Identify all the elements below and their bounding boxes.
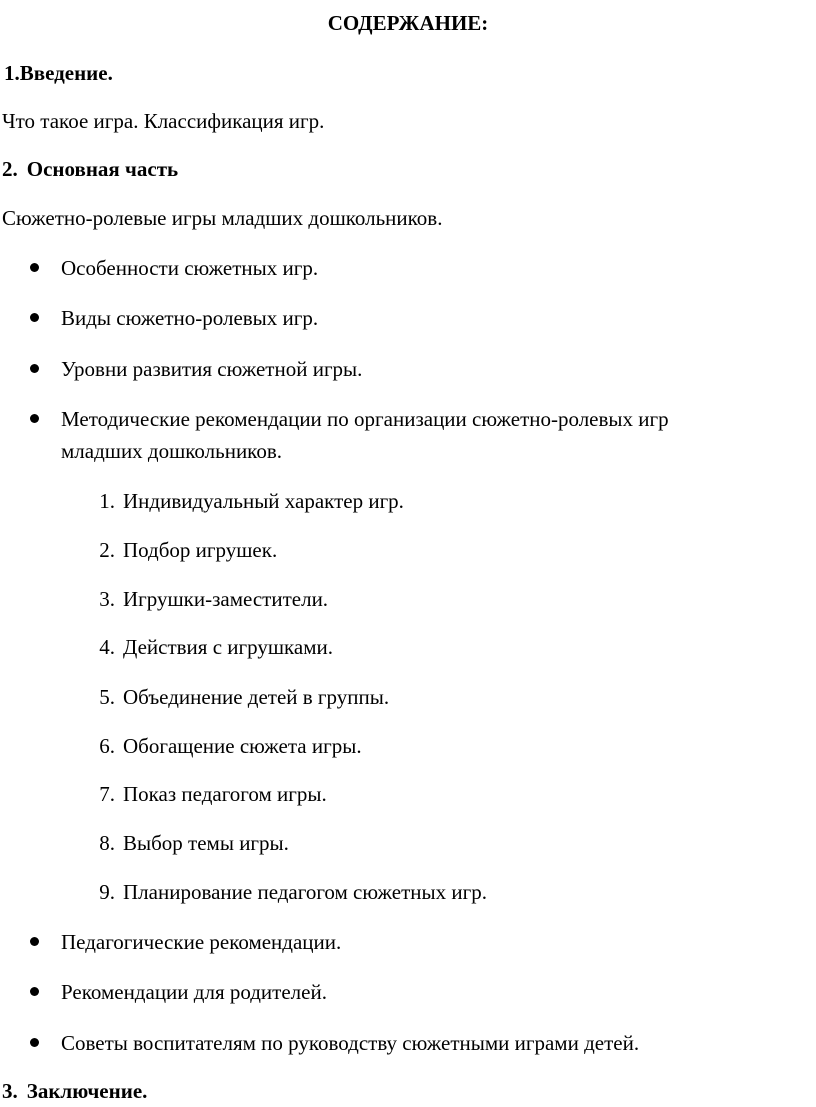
list-item-text: Выбор темы игры.	[123, 831, 289, 855]
bullet-icon	[30, 987, 39, 996]
section-title: Основная часть	[26, 157, 179, 181]
section-number: 3.	[2, 1079, 18, 1103]
section-heading-main	[2, 156, 178, 182]
list-item-number: 9.	[99, 880, 115, 904]
list-item-text: Методические рекомендации по организации сюжетно-ролевых игр	[61, 407, 669, 431]
list-item-number: 2.	[99, 538, 115, 562]
list-item-text: Показ педагогом игры.	[123, 782, 327, 806]
section-number: 1.	[4, 61, 20, 85]
list-item-text: Планирование педагогом сюжетных игр.	[123, 880, 487, 904]
bullet-icon	[30, 414, 39, 423]
section-heading-introduction	[4, 60, 113, 86]
list-item-number: 1.	[99, 489, 115, 513]
list-item-number: 8.	[99, 831, 115, 855]
list-item-text: Педагогические рекомендации.	[61, 930, 342, 954]
bullet-icon	[30, 937, 39, 946]
list-item-text: Индивидуальный характер игр.	[123, 489, 404, 513]
bullet-icon	[30, 1038, 39, 1047]
list-item-number: 7.	[99, 782, 115, 806]
page-title: СОДЕРЖАНИЕ:	[327, 11, 489, 35]
list-item-text-continuation: младших дошкольников.	[61, 439, 282, 463]
intro-text: Что такое игра. Классификация игр.	[2, 109, 325, 133]
list-item-text: Советы воспитателям по руководству сюжетными играми детей.	[61, 1031, 640, 1055]
list-item-text: Обогащение сюжета игры.	[123, 734, 362, 758]
list-item-number: 6.	[99, 734, 115, 758]
bullet-icon	[30, 364, 39, 373]
list-item-text: Объединение детей в группы.	[123, 685, 390, 709]
bullet-icon	[30, 263, 39, 272]
list-item-text: Уровни развития сюжетной игры.	[61, 357, 363, 381]
section-number: 2.	[2, 157, 18, 181]
list-item-number: 5.	[99, 685, 115, 709]
section-title: Введение.	[19, 61, 113, 85]
section-title: Заключение.	[26, 1079, 148, 1103]
list-item-text: Игрушки-заместители.	[123, 587, 329, 611]
section-heading-conclusion	[2, 1078, 147, 1104]
list-item-number: 4.	[99, 635, 115, 659]
list-item-text: Действия с игрушками.	[123, 635, 333, 659]
list-item-number: 3.	[99, 587, 115, 611]
list-item-text: Подбор игрушек.	[123, 538, 278, 562]
bullet-icon	[30, 313, 39, 322]
list-item-text: Особенности сюжетных игр.	[61, 256, 319, 280]
list-item-text: Виды сюжетно-ролевых игр.	[61, 306, 319, 330]
main-text: Сюжетно-ролевые игры младших дошкольников.	[2, 206, 443, 230]
list-item-text: Рекомендации для родителей.	[61, 980, 327, 1004]
